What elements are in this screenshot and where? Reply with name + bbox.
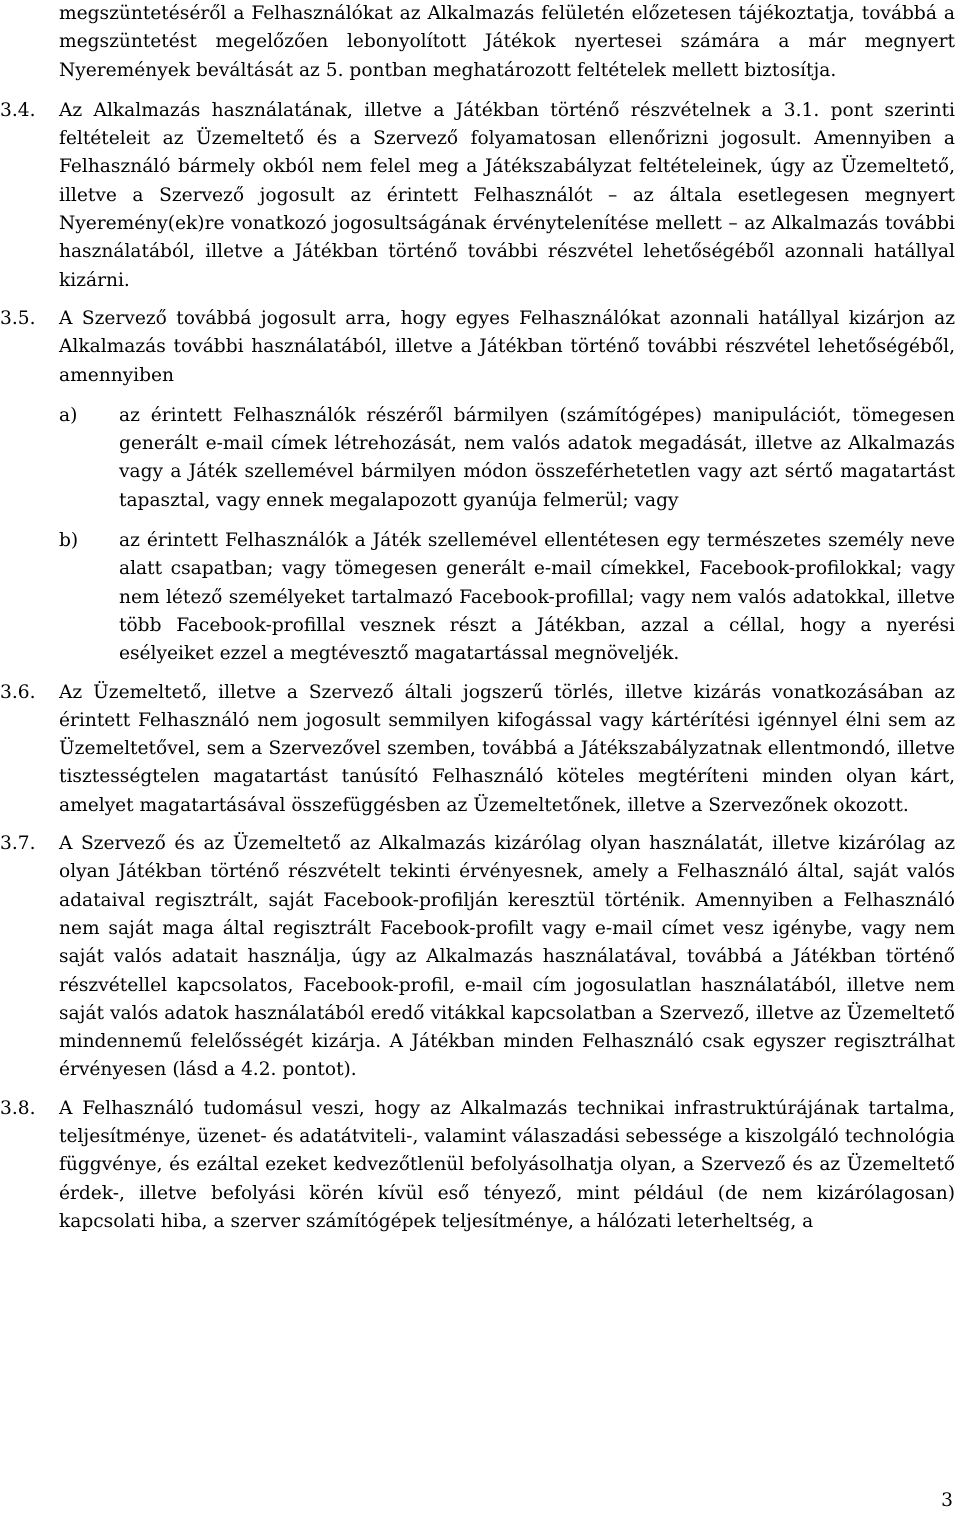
section-number: 3.4. [0,99,36,121]
section-number: 3.6. [0,681,36,703]
section-3-5 [0,305,955,669]
section-3-4 [0,97,955,295]
list-label: b) [59,530,79,552]
section-3-8 [0,1095,955,1236]
section-number: 3.8. [0,1097,36,1119]
list-text: az érintett Felhasználók a Játék szellemével ellentétesen egy természetes személy neve alatt csapatban; vagy tömegesen generált e-mail címekkel, Facebook-profilokkal; vagy nem létező személyeket tartalmazó Facebook-profillal; vagy nem valós adatokkal, illetve több Facebook-profillal vesznek részt a Játékban, azzal a céllal, hogy a nyerési esélyeiket ezzel a megtévesztő magatartással megnöveljék. [119,530,955,665]
intro-paragraph: megszüntetéséről a Felhasználókat az Alkalmazás felületén előzetesen tájékoztatja, továbbá a megszüntetést megelőzően lebonyolított Játékok nyertesei számára a már megnyert Nyeremények beváltását az 5. pontban meghatározott feltételek mellett biztosítja. [59,3,955,81]
section-3-6 [0,679,955,820]
section-text: Az Alkalmazás használatának, illetve a Játékban történő részvételnek a 3.1. pont szerinti feltételeit az Üzemeltető és a Szervező folyamatosan ellenőrizni jogosult. Amennyiben a Felhasználó bármely okból nem felel meg a Játékszabályzat feltételeinek, úgy az Üzemeltető, illetve a Szervező jogosult az érintett Felhasználót – az általa esetlegesen megnyert Nyeremény(ek)re vonatkozó jogosultságának érvénytelenítése mellett – az Alkalmazás további használatából, illetve a Játékban történő további részvétel lehetőségéből azonnali hatállyal kizárni. [59,99,955,291]
list-text: az érintett Felhasználók részéről bármilyen (számítógépes) manipulációt, tömegesen generált e-mail címek létrehozását, nem valós adatok megadását, illetve az Alkalmazás vagy a Játék szellemével bármilyen módon összeférhetetlen vagy azt sértő magatartást tapasztal, vagy ennek megalapozott gyanúja felmerül; vagy [119,404,955,511]
section-number: 3.5. [0,307,36,329]
section-text: A Szervező továbbá jogosult arra, hogy egyes Felhasználókat azonnali hatállyal kizárjon az Alkalmazás további használatából, illetve a Játékban történő további részvétel lehetőségéből, amennyiben [59,307,955,386]
page-number: 3 [941,1490,953,1511]
list-item-b [59,527,955,668]
section-number: 3.7. [0,833,36,855]
section-text: Az Üzemeltető, illetve a Szervező általi jogszerű törlés, illetve kizárás vonatkozásában az érintett Felhasználó nem jogosult semmilyen kifogással vagy kártérítési igénnyel élni sem az Üzemeltetővel, sem a Szervezővel szemben, továbbá a Játékszabályzatnak ellentmondó, illetve tisztességtelen magatartást tanúsító Felhasználó köteles megtéríteni minden olyan kárt, amelyet magatartásával összefüggésben az Üzemeltetőnek, illetve a Szervezőnek okozott. [59,681,955,816]
list-item-a [59,402,955,515]
section-text: A Szervező és az Üzemeltető az Alkalmazás kizárólag olyan használatát, illetve kizárólag az olyan Játékban történő részvételt tekinti érvényesnek, amely a Felhasználó által, saját valós adataival regisztrált, saját Facebook-profilján keresztül történik. Amennyiben a Felhasználó nem saját maga által regisztrált Facebook-profilt vagy e-mail címet vesz igénybe, vagy nem saját valós adatait használja, úgy az Alkalmazás használatával, továbbá a Játékban történő részvétellel kapcsolatos, Facebook-profil, e-mail cím jogosulatlan használatából, illetve nem saját valós adatok használatából eredő vitákkal kapcsolatban a Szervező, illetve az Üzemeltető mindennemű felelősségét kizárja. A Játékban minden Felhasználó csak egyszer regisztrálhat érvényesen (lásd a 4.2. pontot). [59,833,955,1081]
list-label: a) [59,404,78,426]
section-text: A Felhasználó tudomásul veszi, hogy az Alkalmazás technikai infrastruktúrájának tartalma, teljesítménye, üzenet- és adatátviteli-, valamint válaszadási sebessége a kiszolgáló technológia függvénye, és ezáltal ezeket kedvezőtlenül befolyásolhatja olyan, a Szervező és az Üzemeltető érdek-, illetve befolyási körén kívül eső tényező, mint például (de nem kizárólagosan) kapcsolati hiba, a szerver számítógépek teljesítménye, a hálózati leterheltség, a [59,1097,955,1232]
section-3-7 [0,830,955,1085]
